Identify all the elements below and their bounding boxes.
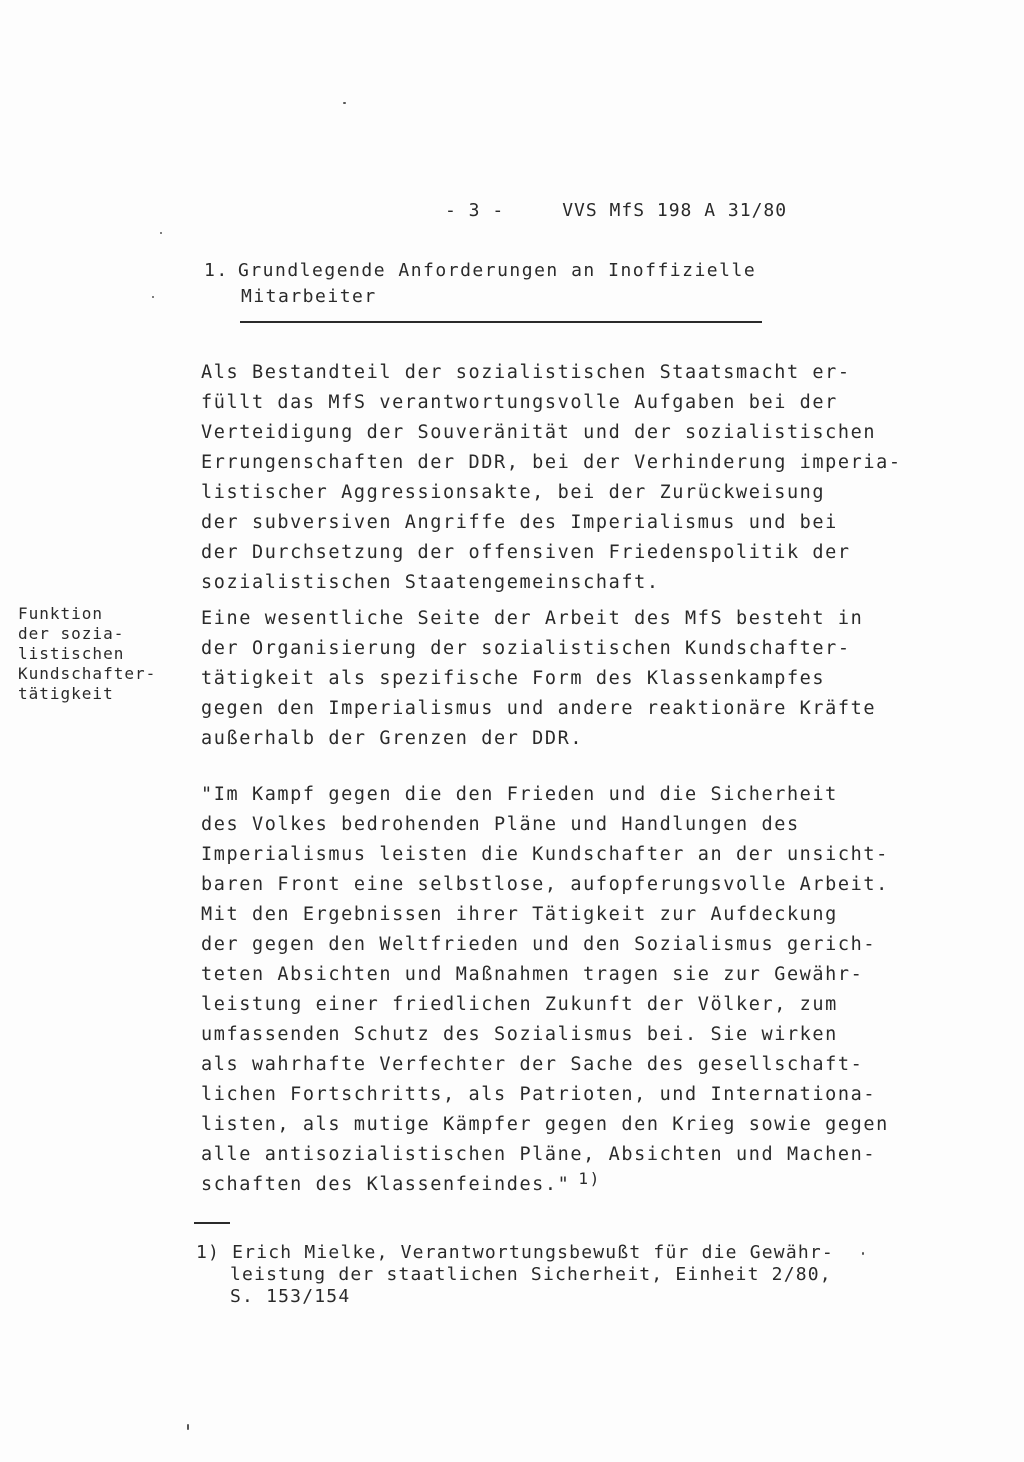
- text-line: "Im Kampf gegen die den Frieden und die Sicherheit: [201, 784, 838, 805]
- scan-speck: [160, 232, 162, 234]
- paragraph-2: [201, 604, 876, 754]
- footnote-reference: 1): [578, 1169, 601, 1188]
- footnote-line-3: S. 153/154: [230, 1286, 351, 1307]
- paragraph-3-quote: [201, 780, 889, 1200]
- margin-note-line: tätigkeit: [18, 684, 114, 703]
- text-line: der Durchsetzung der offensiven Friedenspolitik der: [201, 542, 851, 563]
- text-line: Errungenschaften der DDR, bei der Verhinderung imperia-: [201, 452, 902, 473]
- scan-speck: [187, 1424, 189, 1430]
- margin-note-line: Funktion: [18, 604, 104, 623]
- footnote-separator: [194, 1222, 230, 1224]
- scan-speck: [152, 296, 154, 298]
- text-line: außerhalb der Grenzen der DDR.: [201, 728, 584, 749]
- text-line: sozialistischen Staatengemeinschaft.: [201, 572, 660, 593]
- margin-note-line: Kundschafter-: [18, 664, 157, 683]
- paragraph-1: [201, 358, 902, 598]
- text-line: baren Front eine selbstlose, aufopferungsvolle Arbeit.: [201, 874, 889, 895]
- text-line: tätigkeit als spezifische Form des Klassenkampfes: [201, 668, 826, 689]
- margin-note-line: der sozia-: [18, 624, 125, 643]
- scan-speck: [343, 102, 346, 104]
- text-line: schaften des Klassenfeindes.": [201, 1174, 571, 1195]
- text-line: gegen den Imperialismus und andere reaktionäre Kräfte: [201, 698, 877, 719]
- section-title-line-1: Grundlegende Anforderungen an Inoffizielle: [238, 260, 757, 281]
- text-line: der gegen den Weltfrieden und den Sozialismus gerich-: [201, 934, 877, 955]
- footnote: [196, 1242, 834, 1308]
- text-line: listen, als mutige Kämpfer gegen den Krieg sowie gegen: [201, 1114, 889, 1135]
- text-line: lichen Fortschritts, als Patrioten, und Internationa-: [201, 1084, 877, 1105]
- text-line: Verteidigung der Souveränität und der sozialistischen: [201, 422, 877, 443]
- footnote-marker: 1): [196, 1242, 221, 1263]
- document-reference: VVS MfS 198 A 31/80: [562, 200, 788, 221]
- page-header: [445, 200, 787, 221]
- text-line: Eine wesentliche Seite der Arbeit des MfS besteht in: [201, 608, 864, 629]
- text-line: leistung einer friedlichen Zukunft der Völker, zum: [201, 994, 838, 1015]
- margin-note: [18, 604, 156, 704]
- text-line: als wahrhafte Verfechter der Sache des gesellschaft-: [201, 1054, 864, 1075]
- text-line: Als Bestandteil der sozialistischen Staatsmacht er-: [201, 362, 851, 383]
- text-line: listischer Aggressionsakte, bei der Zurückweisung: [201, 482, 826, 503]
- text-line: füllt das MfS verantwortungsvolle Aufgaben bei der: [201, 392, 838, 413]
- margin-note-line: listischen: [18, 644, 125, 663]
- text-line: teten Absichten und Maßnahmen tragen sie zur Gewähr-: [201, 964, 864, 985]
- page-number: - 3 -: [445, 200, 505, 221]
- section-number: 1.: [204, 260, 229, 281]
- text-line: Mit den Ergebnissen ihrer Tätigkeit zur Aufdeckung: [201, 904, 838, 925]
- footnote-line-2: leistung der staatlichen Sicherheit, Einheit 2/80,: [230, 1264, 832, 1285]
- text-line: des Volkes bedrohenden Pläne und Handlungen des: [201, 814, 800, 835]
- footnote-line-1: Erich Mielke, Verantwortungsbewußt für die Gewähr-: [232, 1242, 834, 1263]
- section-title-line-2: Mitarbeiter: [241, 286, 377, 307]
- text-line: umfassenden Schutz des Sozialismus bei. Sie wirken: [201, 1024, 838, 1045]
- text-line: Imperialismus leisten die Kundschafter an der unsicht-: [201, 844, 889, 865]
- text-line: alle antisozialistischen Pläne, Absichten und Machen-: [201, 1144, 877, 1165]
- heading-underline: [240, 321, 762, 323]
- text-line: der subversiven Angriffe des Imperialismus und bei: [201, 512, 838, 533]
- text-line: der Organisierung der sozialistischen Kundschafter-: [201, 638, 851, 659]
- section-heading: [204, 258, 756, 310]
- scan-speck: [862, 1252, 864, 1255]
